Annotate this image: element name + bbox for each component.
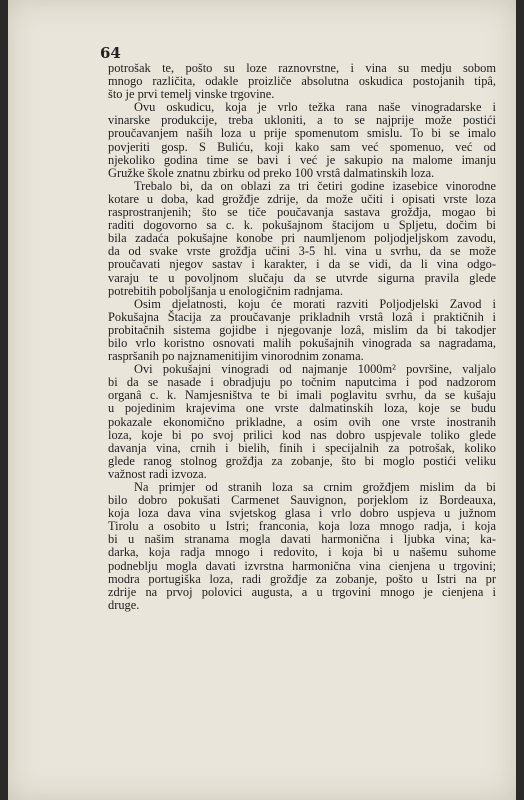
text-line: pokazale ekonomično prikladne, a osim ovih one vrste inostranih bbox=[108, 414, 496, 429]
text-line: vinarske produkcije, treba ukloniti, a to se najprije može postići bbox=[108, 113, 496, 128]
text-line: mnogo različita, odakle proizliče absolutna oskudica postojanih tipâ, bbox=[108, 74, 496, 89]
paragraph bbox=[108, 180, 496, 298]
text-line: Osim djelatnosti, koju će morati razviti Poljodjelski Zavod i bbox=[134, 296, 496, 311]
text-line: da od svake vrste grožđja učini 3-5 hl. vina u svrhu, da se može bbox=[108, 244, 496, 259]
paragraph bbox=[108, 481, 496, 612]
paragraph bbox=[108, 298, 496, 363]
text-line: bilo dobro pokušati Carmenet Sauvignon, porjeklom iz Bordeauxa, bbox=[108, 493, 496, 508]
text-line: druge. bbox=[108, 597, 140, 612]
text-line: raspršanih po najznamenitijim vinorodnim zonama. bbox=[108, 349, 364, 364]
text-line: Gružke škole znatnu zbirku od preko 100 vrstâ dalmatinskih loza. bbox=[108, 165, 435, 180]
text-line: Ovi pokušajni vinogradi od najmanje 1000m² površine, valjalo bbox=[134, 362, 496, 377]
body-text bbox=[108, 62, 496, 612]
text-line: modra portugiška loza, radi grožđje za zobanje, pošto u Istri na pr bbox=[108, 571, 496, 586]
paragraph bbox=[108, 363, 496, 481]
text-line: davanja vina, crnih i bielih, finih i specijalnih za potrošak, koliko bbox=[108, 440, 496, 455]
text-line: povjeriti gosp. S Buliću, koji kako sam već spomenuo, već od bbox=[108, 139, 496, 154]
text-line: varaju te u povoljnom slučaju da se utvrde sigurna pravila glede bbox=[108, 270, 496, 285]
text-line: što je prvi temelj vinske trgovine. bbox=[108, 87, 275, 102]
text-line: bila zadaća pokušajne konobe pri naumljenom poljodjeljskom zavodu, bbox=[108, 231, 496, 246]
text-line: podneblju mogla davati izvrstna harmonična vina cienjena u trgovini; bbox=[108, 558, 496, 573]
text-line: proučavanjem naših loza u prije spomenutom smislu. To bi se imalo bbox=[108, 126, 496, 141]
text-line: loza, koje bi po svoj prilici kod nas dobro uspjevale toliko glede bbox=[108, 427, 496, 442]
book-page bbox=[8, 0, 516, 800]
text-line: važnost radi izvoza. bbox=[108, 466, 207, 481]
text-line: koja loza dava vina svjetskog glasa i vrlo dobro uspjeva u južnom bbox=[108, 506, 496, 521]
text-line: proučavati njegov sastav i karakter, i da se vidi, da li vina odgo- bbox=[108, 257, 496, 272]
text-line: potrebitih poboljšanja u enologičnim radnjama. bbox=[108, 283, 344, 298]
paragraph bbox=[108, 62, 496, 101]
text-line: bilo vrlo koristno osnovati malih pokušajnih vinograda sa nagradama, bbox=[108, 335, 496, 350]
text-line: bi u našim stranama mogla davati harmonična i ljubka vina; ka- bbox=[108, 532, 496, 547]
text-line: glede ranog stolnog grožđja za zobanje, što bi moglo postići veliku bbox=[108, 453, 496, 468]
text-line: darka, koja radja mnogo i redovito, i koja bi u našemu suhome bbox=[108, 545, 496, 560]
text-line: probitačnih sistema gojidbe i njegovanje lozâ, mislim da bi takodjer bbox=[108, 322, 496, 337]
text-line: kotare u doba, kad grožđje zdrije, da može učiti i opisati vrste loza bbox=[108, 191, 496, 206]
text-line: zdrije na prvoj polovici augusta, a u trgovini mnogo je cienjena i bbox=[108, 584, 496, 599]
text-line: organâ c. k. Namjesništva te bi imali poglavitu svrhu, da se kušaju bbox=[108, 388, 496, 403]
text-line: potrošak te, pošto su loze raznovrstne, i vina su medju sobom bbox=[108, 61, 496, 75]
text-line: u pojedinim krajevima one vrste dalmatinskih loza, koje se budu bbox=[108, 401, 496, 416]
text-line: bi da se nasade i obradjuju po točnim naputcima i pod nadzorom bbox=[108, 375, 496, 390]
text-line: Trebalo bi, da on oblazi za tri četiri godine izasebice vinorodne bbox=[134, 178, 496, 193]
text-line: Na primjer od stranih loza sa crnim grožđjem mislim da bi bbox=[134, 480, 496, 494]
text-line: raditi dogovorno sa c. k. pokušajnom štacijom u Spljetu, dočim bi bbox=[108, 218, 496, 233]
text-line: Tirolu a osobito u Istri; franconia, koja loza mnogo radja, i koja bbox=[108, 519, 496, 534]
text-line: Ovu oskudicu, koja je vrlo težka rana naše vinogradarske i bbox=[134, 100, 496, 115]
text-line: njekoliko godina time se bavi i već je sakupio na malome imanju bbox=[108, 152, 496, 167]
page-number: 64 bbox=[100, 44, 121, 62]
text-line: Pokušajna Štacija za proučavanje prikladnih vrstâ lozâ i praktičnih i bbox=[108, 309, 496, 324]
text-line: rasprostranjenih; što se tiče poučavanja sastava grožđja, mogao bi bbox=[108, 205, 496, 220]
paragraph bbox=[108, 101, 496, 180]
